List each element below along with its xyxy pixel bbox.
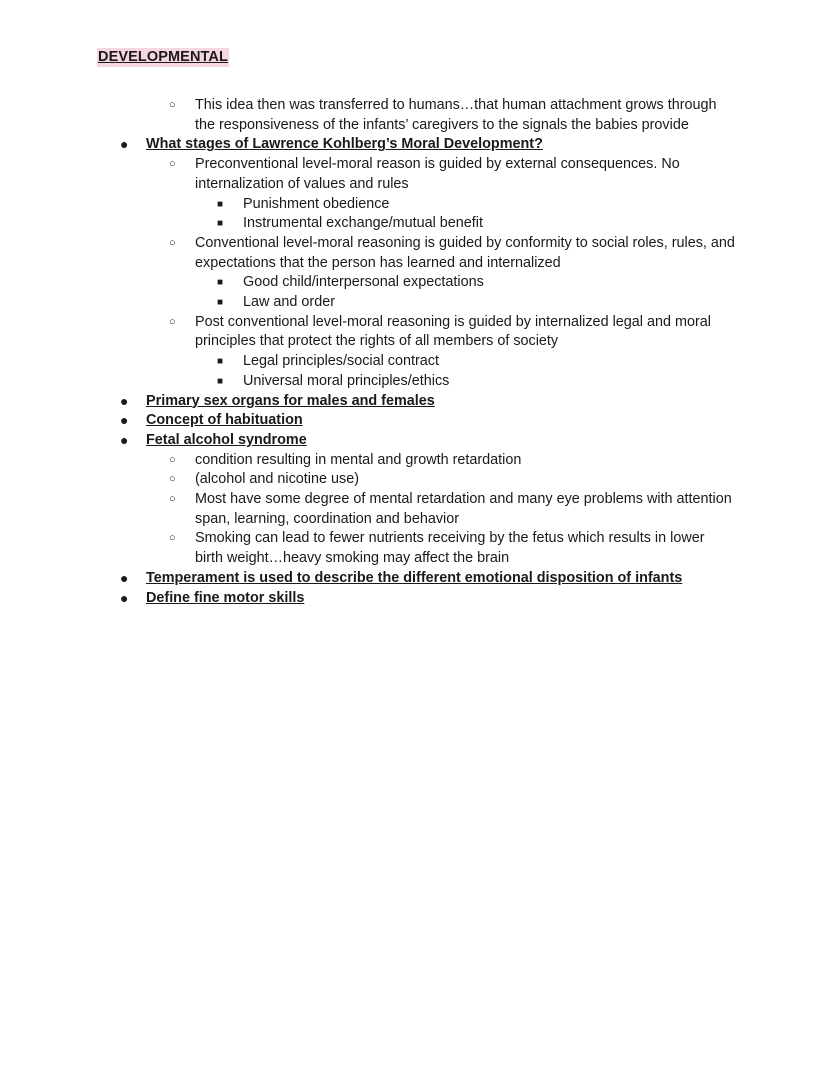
bullet-disc-icon: ● [120, 569, 129, 586]
bullet-disc-icon: ● [120, 136, 129, 153]
bullet-item [0, 431, 828, 451]
item-text: Concept of habituation [146, 412, 303, 429]
item-text: Conventional level-moral reasoning is guided by conformity to social roles, rules, and expectations that the person has learned and internalized [195, 234, 735, 271]
bullet-disc-icon: ● [120, 431, 129, 448]
bullet-square-icon: ■ [217, 375, 224, 387]
sub-sub-bullet-item [0, 214, 828, 234]
item-text: Fetal alcohol syndrome [146, 431, 307, 448]
sub-bullet-item [0, 155, 828, 194]
bullet-square-icon: ■ [217, 356, 224, 368]
item-text: Define fine motor skills [146, 589, 305, 606]
bullet-circle-icon: ○ [169, 236, 176, 249]
bullet-circle-icon: ○ [169, 453, 176, 466]
bullet-item [0, 589, 828, 609]
sub-sub-bullet-item [0, 352, 828, 372]
item-text: condition resulting in mental and growth retardation [195, 451, 522, 468]
item-text: Preconventional level-moral reason is guided by external consequences. No internalization of values and rules [195, 156, 680, 192]
item-text: Primary sex organs for males and females [146, 392, 435, 409]
bullet-item [0, 569, 828, 589]
sub-bullet-item [0, 234, 828, 273]
sub-bullet-item [0, 96, 828, 135]
sub-bullet-item [0, 451, 828, 471]
sub-sub-bullet-item [0, 273, 828, 293]
item-text: Legal principles/social contract [243, 353, 439, 370]
bullet-square-icon: ■ [217, 198, 224, 210]
bullet-item [0, 392, 828, 412]
sub-bullet-item [0, 313, 828, 352]
item-text: Post conventional level-moral reasoning is guided by internalized legal and moral principles that protect the rights of all members of society [195, 313, 711, 350]
sub-sub-bullet-item [0, 372, 828, 392]
item-text: What stages of Lawrence Kohlberg’s Moral Development? [146, 136, 543, 153]
bullet-circle-icon: ○ [169, 158, 176, 171]
outline-list [0, 96, 828, 608]
bullet-item [0, 411, 828, 431]
section-heading: DEVELOPMENTAL [98, 49, 228, 65]
bullet-item [0, 135, 828, 155]
bullet-disc-icon: ● [120, 589, 129, 606]
bullet-square-icon: ■ [217, 297, 224, 309]
item-text: Temperament is used to describe the different emotional disposition of infants [146, 569, 683, 586]
item-text: Good child/interpersonal expectations [243, 274, 484, 291]
sub-bullet-item [0, 490, 828, 529]
bullet-disc-icon: ● [120, 392, 129, 409]
item-text: Law and order [243, 294, 336, 311]
sub-sub-bullet-item [0, 293, 828, 313]
item-text: This idea then was transferred to humans…that human attachment grows through the responsiveness of the infants’ caregivers to the signals the babies provide [195, 97, 717, 133]
bullet-square-icon: ■ [217, 218, 224, 230]
sub-sub-bullet-item [0, 195, 828, 215]
bullet-circle-icon: ○ [169, 473, 176, 486]
item-text: Smoking can lead to fewer nutrients receiving by the fetus which results in lower birth weight…heavy smoking may affect the brain [195, 530, 705, 567]
item-text: Universal moral principles/ethics [243, 372, 450, 389]
item-text: (alcohol and nicotine use) [195, 471, 359, 488]
item-text: Most have some degree of mental retardation and many eye problems with attention span, learning, coordination and behavior [195, 491, 732, 527]
bullet-circle-icon: ○ [169, 99, 176, 111]
sub-bullet-item [0, 470, 828, 490]
sub-bullet-item [0, 529, 828, 568]
bullet-square-icon: ■ [217, 277, 224, 289]
item-text: Punishment obedience [243, 195, 390, 212]
bullet-disc-icon: ● [120, 412, 129, 429]
item-text: Instrumental exchange/mutual benefit [243, 215, 483, 232]
bullet-circle-icon: ○ [169, 315, 176, 328]
bullet-circle-icon: ○ [169, 493, 176, 506]
bullet-circle-icon: ○ [169, 532, 176, 545]
